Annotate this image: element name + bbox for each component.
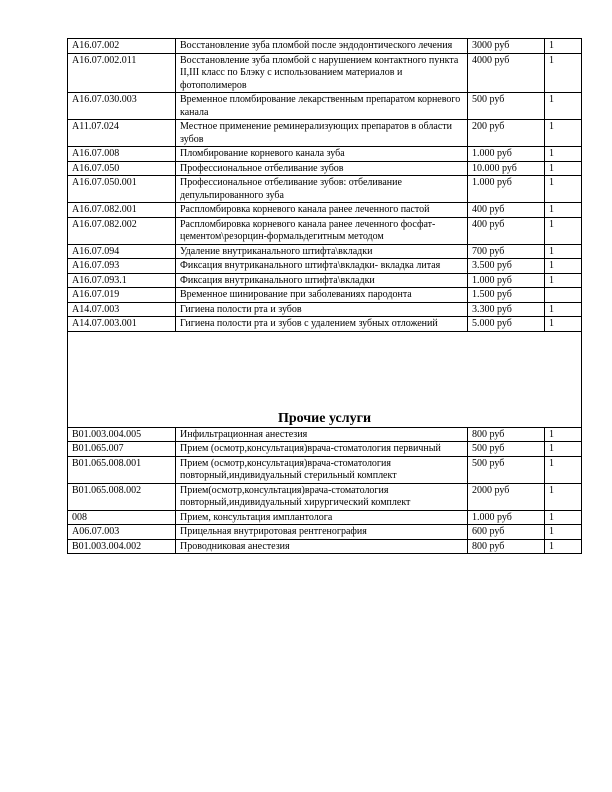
table-row [68,203,582,218]
cell-code: A16.07.019 [68,288,176,303]
cell-qty: 1 [545,93,582,120]
cell-qty: 1 [545,427,582,442]
cell-qty: 1 [545,176,582,203]
cell-price: 500 руб [468,93,545,120]
cell-price: 500 руб [468,442,545,457]
table-row [68,53,582,93]
table-row [68,176,582,203]
cell-code: A06.07.003 [68,525,176,540]
cell-code: A11.07.024 [68,120,176,147]
cell-price: 4000 руб [468,53,545,93]
cell-price: 3000 руб [468,39,545,54]
cell-name: Распломбировка корневого канала ранее леченного пастой [176,203,468,218]
spacer-row [68,331,582,411]
cell-qty: 1 [545,161,582,176]
cell-price: 1.500 руб [468,288,545,303]
cell-code: A16.07.002 [68,39,176,54]
cell-qty: 1 [545,539,582,554]
cell-qty: 1 [545,456,582,483]
cell-price: 2000 руб [468,483,545,510]
cell-qty: 1 [545,147,582,162]
table-dental-services [68,39,582,332]
table-row [68,525,582,540]
cell-qty [545,288,582,303]
cell-code: B01.065.008.001 [68,456,176,483]
cell-price: 800 руб [468,427,545,442]
table-row [68,302,582,317]
table-row [68,483,582,510]
cell-price: 800 руб [468,539,545,554]
cell-price: 1.000 руб [468,510,545,525]
cell-price: 1.000 руб [468,176,545,203]
cell-name: Прием(осмотр,консультация)врача-стоматология повторный,индивидуальный хирургический комплект [176,483,468,510]
cell-name: Распломбировка корневого канала ранее леченного фосфат-цементом\резорцин-формальдегитным методом [176,217,468,244]
cell-price: 200 руб [468,120,545,147]
cell-qty: 1 [545,525,582,540]
cell-name: Профессиональное отбеливание зубов [176,161,468,176]
cell-price: 3.300 руб [468,302,545,317]
cell-price: 10.000 руб [468,161,545,176]
cell-qty: 1 [545,53,582,93]
cell-qty: 1 [545,273,582,288]
table-row [68,244,582,259]
cell-name: Проводниковая анестезия [176,539,468,554]
cell-name: Фиксация внутриканального штифта\вкладки- вкладка литая [176,259,468,274]
cell-code: B01.065.007 [68,442,176,457]
table-row [68,510,582,525]
cell-name: Местное применение реминерализующих препаратов в области зубов [176,120,468,147]
cell-price: 400 руб [468,217,545,244]
table-row [68,161,582,176]
section-header-row [68,411,582,428]
cell-code: A16.07.093.1 [68,273,176,288]
cell-qty: 1 [545,259,582,274]
cell-code: A16.07.082.001 [68,203,176,218]
table-row [68,539,582,554]
cell-name: Инфильтрационная анестезия [176,427,468,442]
cell-code: A16.07.050 [68,161,176,176]
table-row [68,93,582,120]
table-row [68,427,582,442]
cell-price: 3.500 руб [468,259,545,274]
cell-name: Восстановление зуба пломбой с нарушением контактного пункта II,III класс по Блэку с использованием материалов и фотополимеров [176,53,468,93]
cell-name: Фиксация внутриканального штифта\вкладки [176,273,468,288]
cell-qty: 1 [545,483,582,510]
cell-name: Гигиена полости рта и зубов с удалением зубных отложений [176,317,468,332]
table-row [68,39,582,54]
table-row [68,273,582,288]
cell-price: 700 руб [468,244,545,259]
price-list-page [67,38,581,554]
cell-qty: 1 [545,217,582,244]
table-row [68,456,582,483]
cell-price: 1.000 руб [468,147,545,162]
cell-code: 008 [68,510,176,525]
cell-qty: 1 [545,39,582,54]
table-row [68,217,582,244]
cell-code: A16.07.082.002 [68,217,176,244]
table-row [68,259,582,274]
cell-code: B01.003.004.005 [68,427,176,442]
cell-qty: 1 [545,510,582,525]
cell-code: A16.07.002.011 [68,53,176,93]
cell-name: Прицельная внутриротовая рентгенография [176,525,468,540]
table-row [68,288,582,303]
cell-price: 400 руб [468,203,545,218]
cell-price: 600 руб [468,525,545,540]
price-table [67,38,582,554]
table-row [68,120,582,147]
cell-name: Прием, консультация имплантолога [176,510,468,525]
cell-code: A16.07.050.001 [68,176,176,203]
cell-name: Удаление внутриканального штифта\вкладки [176,244,468,259]
section-title: Прочие услуги [68,411,582,428]
cell-name: Профессиональное отбеливание зубов: отбеливание депульпированного зуба [176,176,468,203]
cell-code: B01.065.008.002 [68,483,176,510]
cell-name: Прием (осмотр,консультация)врача-стоматология повторный,индивидуальный стерильный комплект [176,456,468,483]
table-row [68,317,582,332]
cell-qty: 1 [545,120,582,147]
cell-code: A14.07.003 [68,302,176,317]
cell-code: A16.07.008 [68,147,176,162]
cell-name: Временное шинирование при заболеваниях пародонта [176,288,468,303]
cell-qty: 1 [545,317,582,332]
cell-name: Временное пломбирование лекарственным препаратом корневого канала [176,93,468,120]
cell-qty: 1 [545,302,582,317]
cell-price: 1.000 руб [468,273,545,288]
table-row [68,442,582,457]
cell-name: Восстановление зуба пломбой после эндодонтического лечения [176,39,468,54]
cell-code: A16.07.030.003 [68,93,176,120]
cell-qty: 1 [545,203,582,218]
cell-name: Гигиена полости рта и зубов [176,302,468,317]
cell-code: A16.07.093 [68,259,176,274]
cell-qty: 1 [545,442,582,457]
cell-code: B01.003.004.002 [68,539,176,554]
cell-name: Прием (осмотр,консультация)врача-стоматология первичный [176,442,468,457]
table-row [68,147,582,162]
cell-price: 500 руб [468,456,545,483]
cell-code: A16.07.094 [68,244,176,259]
cell-code: A14.07.003.001 [68,317,176,332]
cell-price: 5.000 руб [468,317,545,332]
cell-qty: 1 [545,244,582,259]
table-other-services [68,427,582,554]
cell-name: Пломбирование корневого канала зуба [176,147,468,162]
